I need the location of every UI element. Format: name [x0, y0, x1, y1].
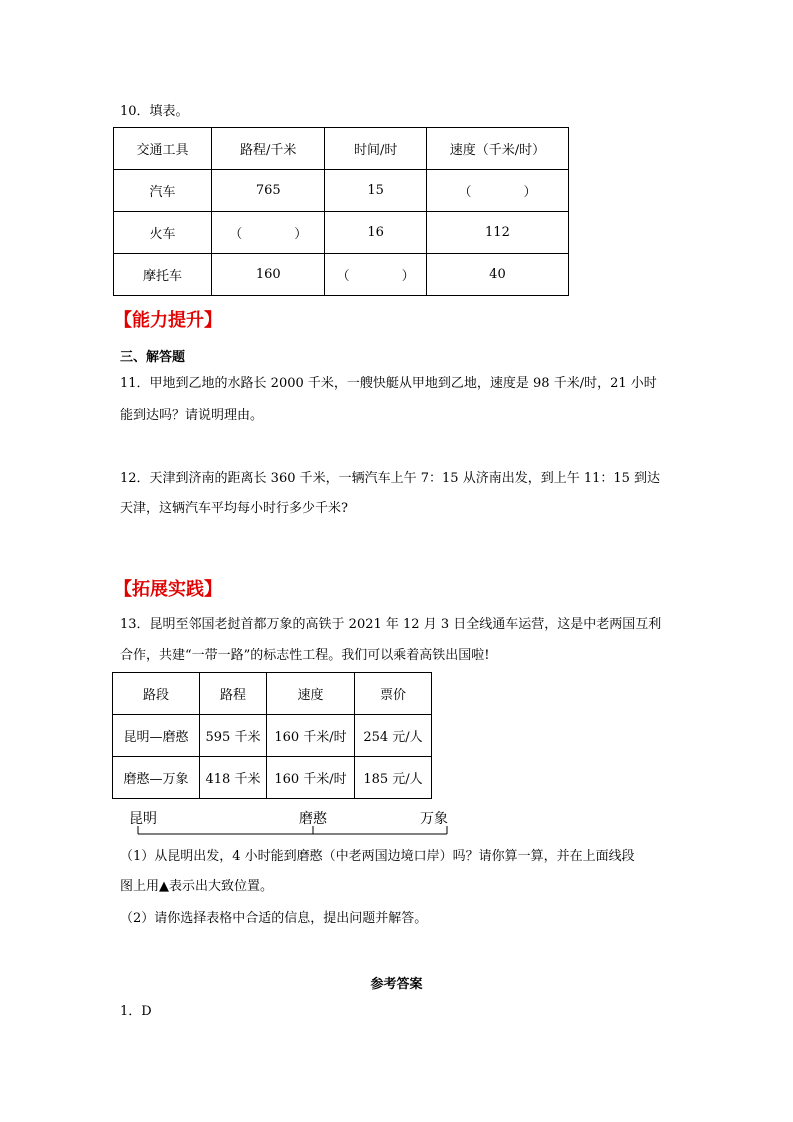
table-cell: 112 [426, 212, 568, 254]
blank-cell[interactable]: （ ） [426, 170, 568, 212]
segment-label-middle: 磨憨 [299, 811, 327, 827]
table-header-row [114, 128, 569, 170]
table-header-cell: 路程 [200, 673, 267, 715]
answer-1: 1．D [120, 1004, 152, 1019]
table-cell: 765 [212, 170, 325, 212]
blank-cell[interactable]: （ ） [325, 254, 427, 296]
table-cell: 595 千米 [200, 715, 267, 757]
q13-sub1-line1: （1）从昆明出发，4 小时能到磨憨（中老两国边境口岸）吗？请你算一算，并在上面线段 [120, 849, 635, 864]
section3-title: 三、解答题 [120, 350, 186, 365]
table-cell: 汽车 [114, 170, 212, 212]
table-header-cell: 路段 [113, 673, 200, 715]
segment-label-end: 万象 [420, 811, 448, 827]
table-cell: 254 元/人 [355, 715, 432, 757]
table-cell: 40 [426, 254, 568, 296]
table-header-cell: 速度（千米/时） [426, 128, 568, 170]
table-cell: 418 千米 [200, 757, 267, 799]
table-row [114, 212, 569, 254]
blank-cell[interactable]: （ ） [212, 212, 325, 254]
q10-title: 10．填表。 [120, 104, 189, 119]
segment-label-start: 昆明 [129, 811, 157, 827]
table-row [113, 757, 432, 799]
table-cell: 火车 [114, 212, 212, 254]
q11-line2: 能到达吗？请说明理由。 [120, 408, 264, 423]
table-header-row [113, 673, 432, 715]
table-cell: 160 千米/时 [267, 757, 355, 799]
q11-line1: 11．甲地到乙地的水路长 2000 千米，一艘快艇从甲地到乙地，速度是 98 千米/时，21 小时 [120, 376, 657, 391]
q13-sub1-line2: 图上用▲表示出大致位置。 [120, 879, 273, 894]
table-cell: 磨憨—万象 [113, 757, 200, 799]
table-header-cell: 交通工具 [114, 128, 212, 170]
table-header-cell: 路程/千米 [212, 128, 325, 170]
table-cell: 昆明—磨憨 [113, 715, 200, 757]
q12-line2: 天津，这辆汽车平均每小时行多少千米? [120, 501, 348, 516]
q12-line1: 12．天津到济南的距离长 360 千米，一辆汽车上午 7：15 从济南出发，到上午 11：15 到达 [120, 471, 661, 486]
q10-table [113, 127, 569, 296]
q13-table [112, 672, 432, 799]
table-row [114, 254, 569, 296]
table-cell: 15 [325, 170, 427, 212]
section-expand-heading: 【拓展实践】 [114, 579, 222, 600]
table-header-cell: 票价 [355, 673, 432, 715]
table-cell: 摩托车 [114, 254, 212, 296]
table-cell: 185 元/人 [355, 757, 432, 799]
route-line-segment [120, 822, 460, 842]
section-ability-heading: 【能力提升】 [114, 310, 222, 331]
table-row [113, 715, 432, 757]
table-header-cell: 速度 [267, 673, 355, 715]
table-row [114, 170, 569, 212]
table-header-cell: 时间/时 [325, 128, 427, 170]
q13-sub2: （2）请你选择表格中合适的信息，提出问题并解答。 [120, 911, 428, 926]
table-cell: 160 [212, 254, 325, 296]
q13-line2: 合作，共建“一带一路”的标志性工程。我们可以乘着高铁出国啦! [120, 648, 490, 663]
table-cell: 160 千米/时 [267, 715, 355, 757]
table-cell: 16 [325, 212, 427, 254]
q13-line1: 13．昆明至邻国老挝首都万象的高铁于 2021 年 12 月 3 日全线通车运营，这是中老两国互利 [120, 617, 662, 632]
answers-title: 参考答案 [370, 977, 423, 992]
